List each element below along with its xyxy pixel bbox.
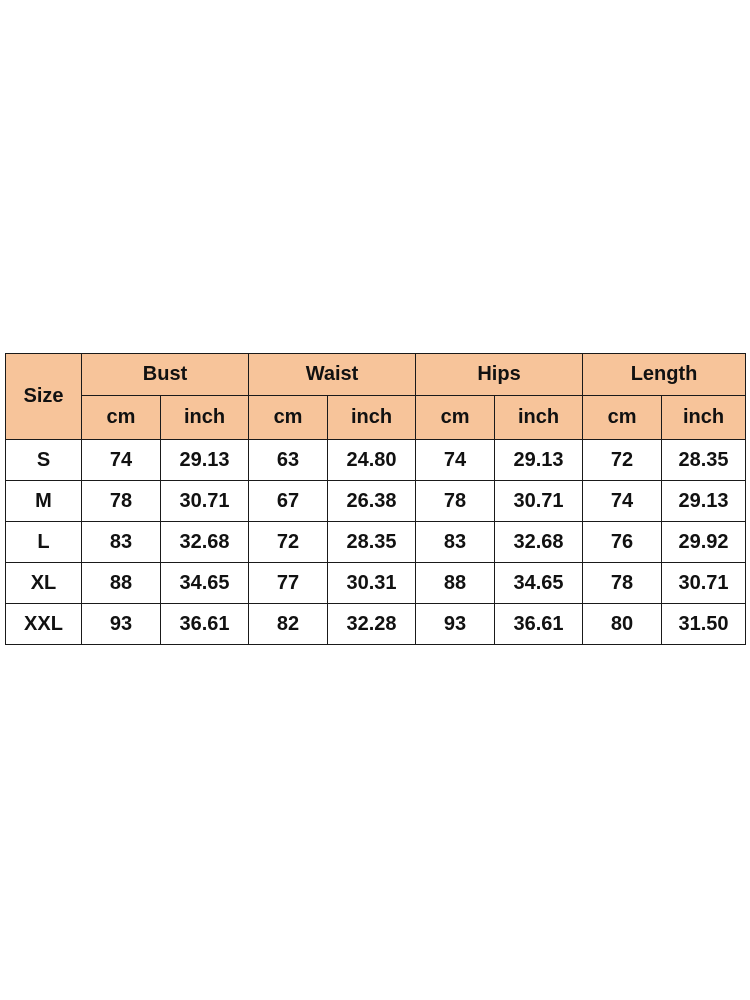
value-cell: 34.65: [495, 563, 583, 604]
value-cell: 34.65: [161, 563, 249, 604]
value-cell: 31.50: [662, 604, 746, 645]
size-chart-table: [5, 353, 746, 645]
size-cell: XXL: [6, 604, 82, 645]
value-cell: 29.13: [495, 440, 583, 481]
table-row: [6, 440, 746, 481]
value-cell: 72: [249, 522, 328, 563]
unit-header: cm: [583, 396, 662, 440]
value-cell: 28.35: [662, 440, 746, 481]
value-cell: 28.35: [328, 522, 416, 563]
value-cell: 77: [249, 563, 328, 604]
value-cell: 74: [583, 481, 662, 522]
group-header-hips: Hips: [416, 354, 583, 396]
unit-header: inch: [662, 396, 746, 440]
value-cell: 83: [82, 522, 161, 563]
value-cell: 80: [583, 604, 662, 645]
group-header-length: Length: [583, 354, 746, 396]
unit-header: inch: [328, 396, 416, 440]
value-cell: 88: [82, 563, 161, 604]
value-cell: 30.71: [495, 481, 583, 522]
value-cell: 72: [583, 440, 662, 481]
header-unit-row: [6, 396, 746, 440]
header-group-row: [6, 354, 746, 396]
value-cell: 93: [82, 604, 161, 645]
value-cell: 67: [249, 481, 328, 522]
table-row: [6, 604, 746, 645]
value-cell: 74: [82, 440, 161, 481]
size-cell: S: [6, 440, 82, 481]
value-cell: 29.13: [662, 481, 746, 522]
value-cell: 30.31: [328, 563, 416, 604]
value-cell: 32.68: [495, 522, 583, 563]
value-cell: 29.13: [161, 440, 249, 481]
value-cell: 78: [416, 481, 495, 522]
unit-header: cm: [82, 396, 161, 440]
value-cell: 24.80: [328, 440, 416, 481]
value-cell: 32.28: [328, 604, 416, 645]
value-cell: 93: [416, 604, 495, 645]
table-row: [6, 522, 746, 563]
value-cell: 88: [416, 563, 495, 604]
value-cell: 78: [82, 481, 161, 522]
value-cell: 78: [583, 563, 662, 604]
size-header: Size: [6, 354, 82, 440]
size-cell: L: [6, 522, 82, 563]
unit-header: cm: [416, 396, 495, 440]
value-cell: 30.71: [662, 563, 746, 604]
group-header-waist: Waist: [249, 354, 416, 396]
value-cell: 26.38: [328, 481, 416, 522]
value-cell: 29.92: [662, 522, 746, 563]
size-cell: XL: [6, 563, 82, 604]
value-cell: 36.61: [495, 604, 583, 645]
group-header-bust: Bust: [82, 354, 249, 396]
value-cell: 32.68: [161, 522, 249, 563]
value-cell: 82: [249, 604, 328, 645]
value-cell: 63: [249, 440, 328, 481]
value-cell: 30.71: [161, 481, 249, 522]
table-row: [6, 481, 746, 522]
value-cell: 83: [416, 522, 495, 563]
size-cell: M: [6, 481, 82, 522]
value-cell: 74: [416, 440, 495, 481]
unit-header: cm: [249, 396, 328, 440]
value-cell: 36.61: [161, 604, 249, 645]
unit-header: inch: [161, 396, 249, 440]
unit-header: inch: [495, 396, 583, 440]
table-row: [6, 563, 746, 604]
value-cell: 76: [583, 522, 662, 563]
